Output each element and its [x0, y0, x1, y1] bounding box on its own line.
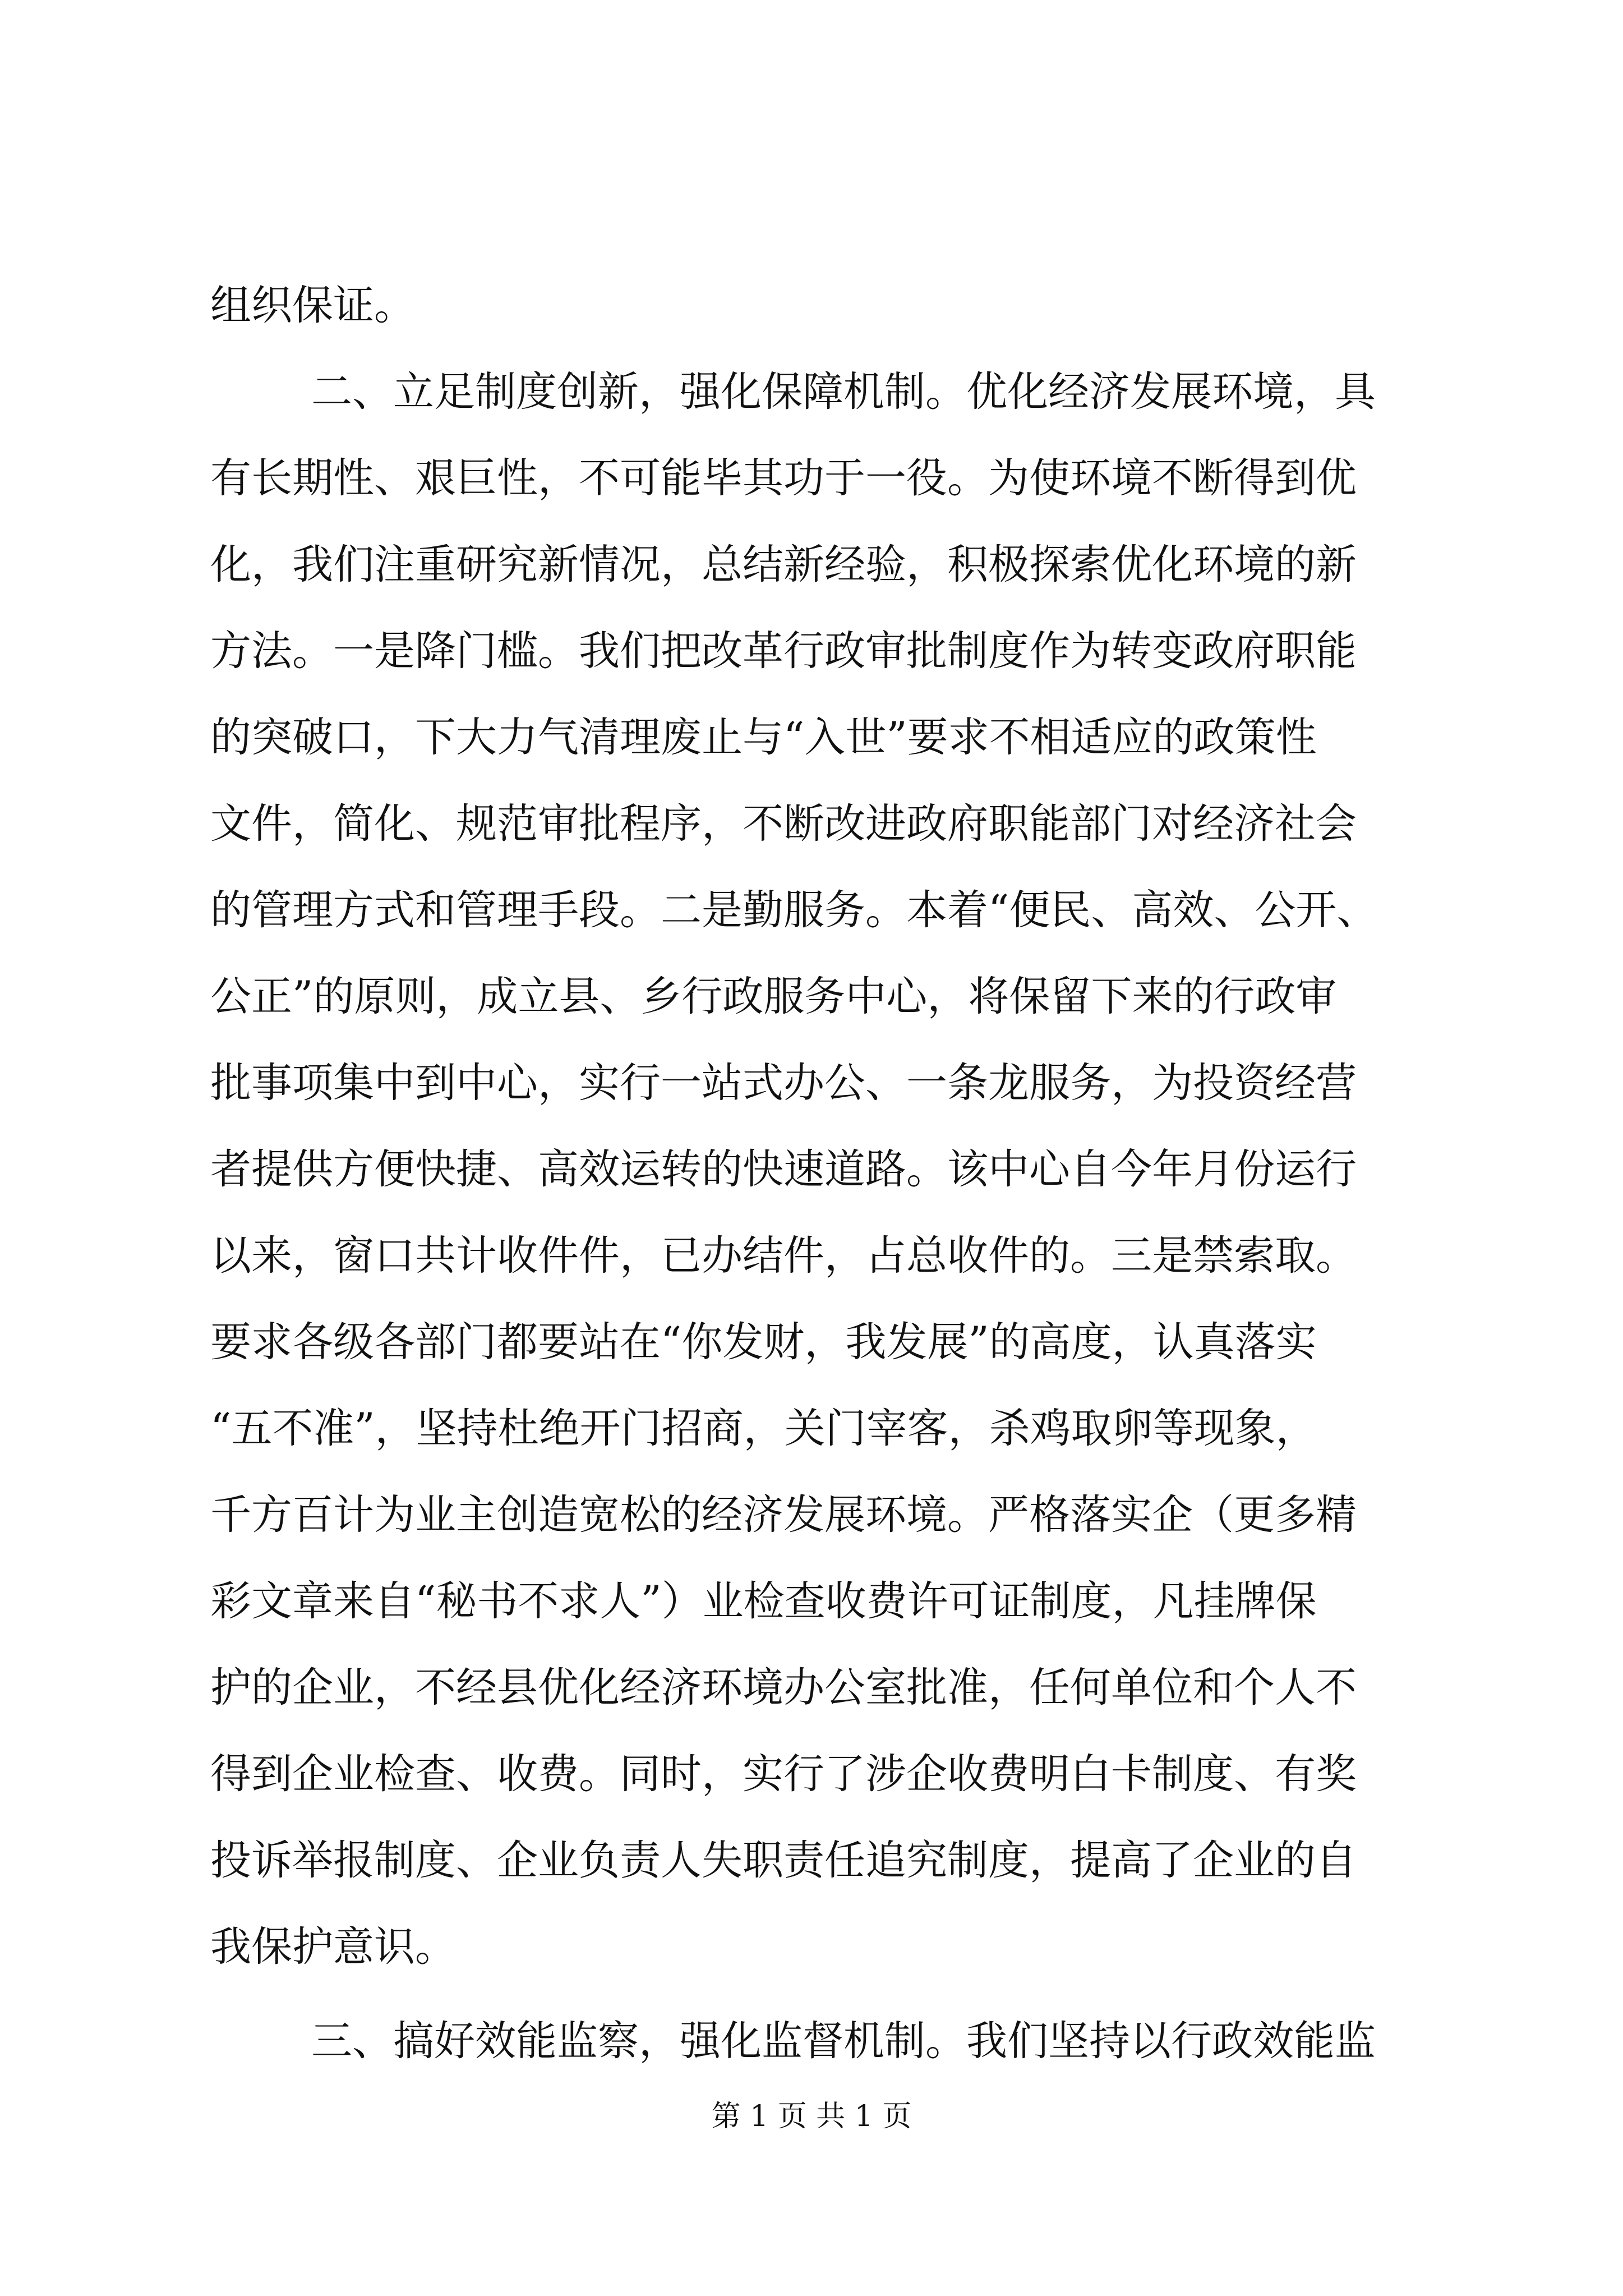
page-footer: 第 1 页 共 1 页 [711, 2100, 912, 2133]
text-line: 方法。一是降门槛。我们把改革行政审批制度作为转变政府职能 [210, 627, 1357, 675]
text-line: 的管理方式和管理手段。二是勤服务。本着“便民、高效、公开、 [210, 886, 1378, 934]
text-line: 的突破口，下大力气清理废止与“入世”要求不相适应的政策性 [210, 714, 1317, 761]
text-line: 以来，窗口共计收件件，已办结件，占总收件的。三是禁索取。 [210, 1232, 1357, 1280]
text-line: 化，我们注重研究新情况，总结新经验，积极探索优化环境的新 [210, 541, 1357, 588]
text-line: 得到企业检查、收费。同时，实行了涉企收费明白卡制度、有奖 [210, 1750, 1357, 1798]
text-line: 公正”的原则，成立县、乡行政服务中心，将保留下来的行政审 [210, 973, 1337, 1020]
text-line: 批事项集中到中心，实行一站式办公、一条龙服务，为投资经营 [210, 1059, 1357, 1107]
text-line: “五不准”，坚持杜绝开门招商，关门宰客，杀鸡取卵等现象， [210, 1405, 1317, 1452]
paragraph-3-heading-line: 三、搞好效能监察，强化监督机制。我们坚持以行政效能监 [311, 2017, 1376, 2065]
text-line: 彩文章来自“秘书不求人”）业检查收费许可证制度，凡挂牌保 [210, 1577, 1317, 1625]
text-line: 千方百计为业主创造宽松的经济发展环境。严格落实企（更多精 [210, 1491, 1357, 1539]
text-line: 投诉举报制度、企业负责人失职责任追究制度，提高了企业的自 [210, 1837, 1357, 1884]
text-line: 护的企业，不经县优化经济环境办公室批准，任何单位和个人不 [210, 1664, 1357, 1711]
text-line: 者提供方便快捷、高效运转的快速道路。该中心自今年月份运行 [210, 1145, 1357, 1193]
paragraph-2-heading-line: 二、立足制度创新，强化保障机制。优化经济发展环境，具 [311, 368, 1376, 416]
text-line: 要求各级各部门都要站在“你发财，我发展”的高度，认真落实 [210, 1318, 1317, 1366]
text-line: 我保护意识。 [210, 1923, 456, 1971]
text-line: 组织保证。 [210, 282, 415, 329]
text-line: 有长期性、艰巨性，不可能毕其功于一役。为使环境不断得到优 [210, 454, 1357, 502]
document-body [210, 263, 1416, 2085]
text-line: 文件，简化、规范审批程序，不断改进政府职能部门对经济社会 [210, 800, 1357, 848]
